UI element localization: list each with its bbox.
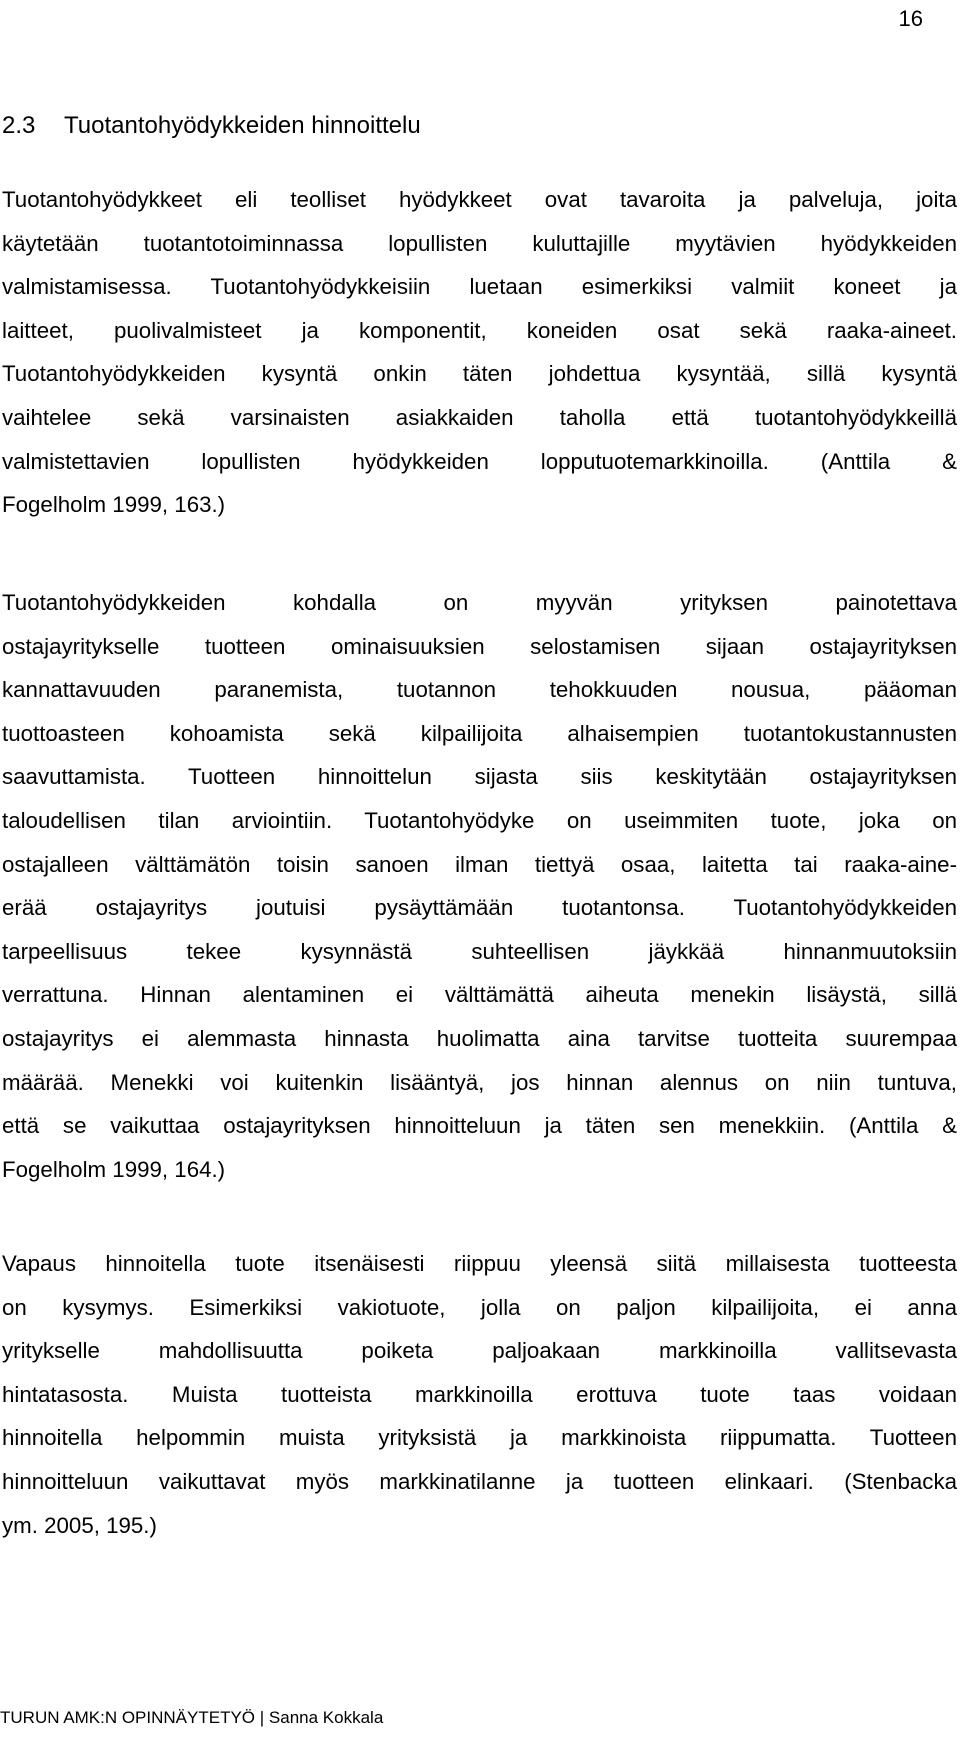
page-footer bbox=[0, 1708, 383, 1728]
paragraph-line: Tuotantohyödykkeiden kohdalla on myyvän yrityksen painotettava bbox=[2, 590, 957, 615]
paragraph-line: taloudellisen tilan arviointiin. Tuotantohyödyke on useimmiten tuote, joka on bbox=[2, 807, 957, 833]
paragraph-line: ym. 2005, 195.) bbox=[2, 1512, 157, 1538]
paragraph-line: Tuotantohyödykkeiden kysyntä onkin täten johdettua kysyntää, sillä kysyntä bbox=[2, 361, 957, 387]
section-number: 2.3 bbox=[2, 112, 36, 139]
paragraph-line: ostajayritys ei alemmasta hinnasta huolimatta aina tarvitse tuotteita suurempaa bbox=[2, 1025, 957, 1051]
paragraph-line: on kysymys. Esimerkiksi vakiotuote, jolla on paljon kilpailijoita, ei anna bbox=[2, 1294, 957, 1320]
paragraph-line: ostajalleen välttämätön toisin sanoen ilman tiettyä osaa, laitetta tai raaka-aine- bbox=[2, 851, 957, 877]
paragraph-line: valmistamisessa. Tuotantohyödykkeisiin luetaan esimerkiksi valmiit koneet ja bbox=[2, 274, 957, 300]
paragraph-line: hinnoitella helpommin muista yrityksistä ja markkinoista riippumatta. Tuotteen bbox=[2, 1425, 957, 1451]
paragraph-line: tarpeellisuus tekee kysynnästä suhteellisen jäykkää hinnanmuutoksiin bbox=[2, 938, 957, 964]
paragraph-line: Tuotantohyödykkeet eli teolliset hyödykkeet ovat tavaroita ja palveluja, joita bbox=[2, 187, 957, 212]
paragraph-line: yritykselle mahdollisuutta poiketa paljoakaan markkinoilla vallitsevasta bbox=[2, 1338, 957, 1364]
paragraph-line: Fogelholm 1999, 163.) bbox=[2, 492, 226, 518]
footer-author: Sanna Kokkala bbox=[268, 1708, 384, 1727]
paragraph-2 bbox=[2, 581, 957, 1191]
paragraph-line: hinnoitteluun vaikuttavat myös markkinatilanne ja tuotteen elinkaari. (Stenbacka bbox=[2, 1468, 957, 1494]
paragraph-line: erää ostajayritys joutuisi pysäyttämään tuotantonsa. Tuotantohyödykkeiden bbox=[2, 895, 957, 921]
paragraph-line: laitteet, puolivalmisteet ja komponentit, koneiden osat sekä raaka-aineet. bbox=[2, 317, 957, 343]
paragraph-line: että se vaikuttaa ostajayrityksen hinnoitteluun ja täten sen menekkiin. (Anttila & bbox=[2, 1113, 957, 1139]
paragraph-line: ostajayritykselle tuotteen ominaisuuksien selostamisen sijaan ostajayrityksen bbox=[2, 633, 957, 659]
page-number: 16 bbox=[898, 6, 923, 31]
paragraph-line: tuottoasteen kohoamista sekä kilpailijoita alhaisempien tuotantokustannusten bbox=[2, 720, 957, 746]
paragraph-line: verrattuna. Hinnan alentaminen ei välttämättä aiheuta menekin lisäystä, sillä bbox=[2, 982, 957, 1008]
paragraph-3 bbox=[2, 1242, 957, 1547]
footer-institution: TURUN AMK:N OPINNÄYTETYÖ bbox=[0, 1708, 256, 1727]
paragraph-line: saavuttamista. Tuotteen hinnoittelun sijasta siis keskitytään ostajayrityksen bbox=[2, 764, 957, 790]
paragraph-line: Vapaus hinnoitella tuote itsenäisesti riippuu yleensä siitä millaisesta tuotteesta bbox=[2, 1251, 957, 1276]
paragraph-line: vaihtelee sekä varsinaisten asiakkaiden taholla että tuotantohyödykkeillä bbox=[2, 404, 957, 430]
paragraph-line: Fogelholm 1999, 164.) bbox=[2, 1156, 226, 1182]
paragraph-line: kannattavuuden paranemista, tuotannon tehokkuuden nousua, pääoman bbox=[2, 677, 957, 703]
paragraph-line: määrää. Menekki voi kuitenkin lisääntyä, jos hinnan alennus on niin tuntuva, bbox=[2, 1069, 957, 1095]
paragraph-line: hintatasosta. Muista tuotteista markkinoilla erottuva tuote taas voidaan bbox=[2, 1381, 957, 1407]
footer-separator: | bbox=[259, 1708, 265, 1727]
section-title: Tuotantohyödykkeiden hinnoittelu bbox=[64, 112, 421, 139]
paragraph-line: valmistettavien lopullisten hyödykkeiden lopputuotemarkkinoilla. (Anttila & bbox=[2, 448, 957, 474]
paragraph-1 bbox=[2, 178, 957, 527]
paragraph-line: käytetään tuotantotoiminnassa lopullisten kuluttajille myytävien hyödykkeiden bbox=[2, 230, 957, 256]
section-heading bbox=[2, 112, 421, 140]
